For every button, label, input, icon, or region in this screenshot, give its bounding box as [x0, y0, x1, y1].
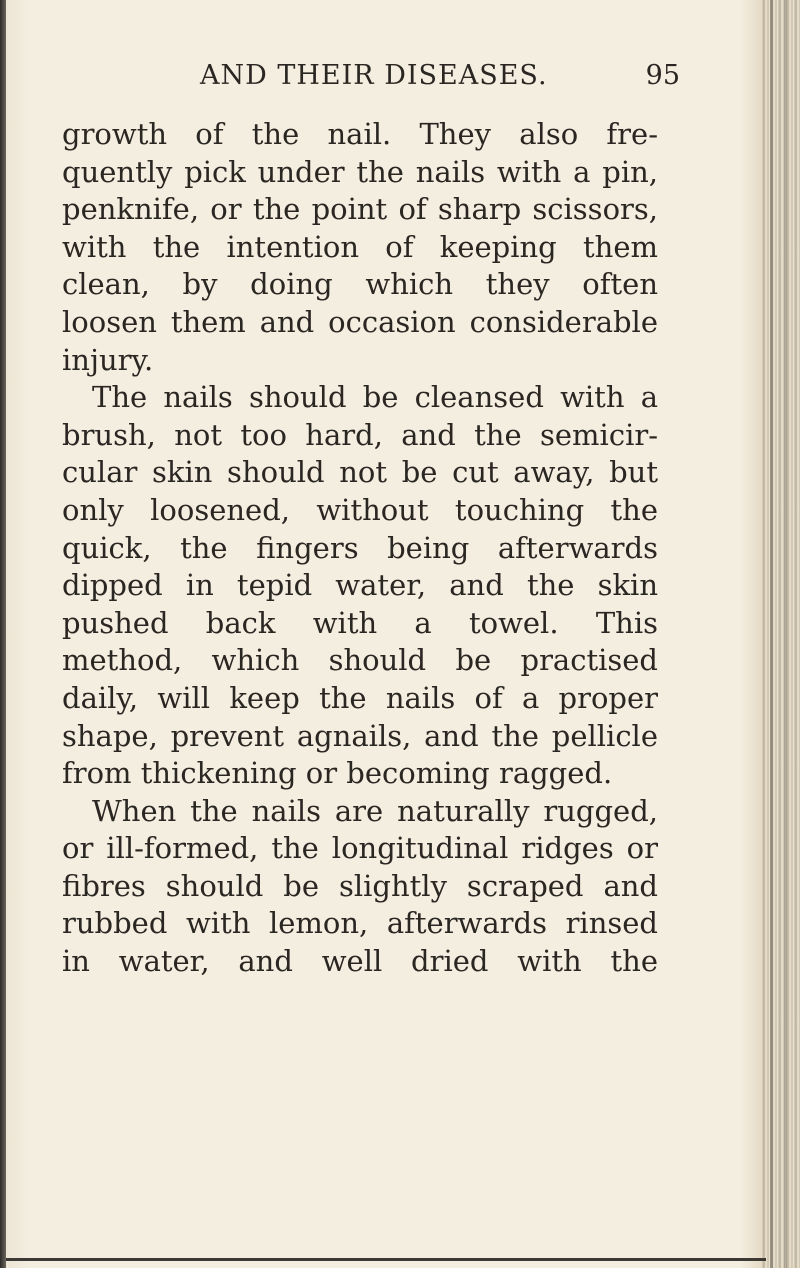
- text-line: loosen them and occasion considerable: [62, 304, 658, 339]
- paragraph: [62, 379, 658, 793]
- page-bottom-edge: [6, 1258, 766, 1261]
- text-line: rubbed with lemon, afterwards rinsed: [62, 906, 658, 941]
- text-line: or ill-formed, the longitudinal ridges or: [62, 831, 658, 866]
- text-line: cular skin should not be cut away, but: [62, 455, 658, 490]
- body-text: [62, 116, 658, 981]
- page-number: 95: [645, 60, 680, 91]
- text-line: clean, by doing which they often: [62, 267, 658, 302]
- paragraph: [62, 793, 658, 981]
- book-gutter: [762, 0, 800, 1268]
- text-line: from thickening or becoming ragged.: [62, 756, 613, 791]
- text-line: The nails should be cleansed with a: [92, 380, 658, 415]
- text-line: quently pick under the nails with a pin,: [62, 154, 658, 189]
- text-line: in water, and well dried with the: [62, 944, 658, 979]
- text-line: dipped in tepid water, and the skin: [62, 568, 658, 603]
- text-line: injury.: [62, 342, 154, 377]
- text-line: fibres should be slightly scraped and: [62, 868, 658, 903]
- text-line: When the nails are naturally rugged,: [92, 793, 658, 828]
- page-left-edge: [0, 0, 6, 1268]
- gutter-shadow: [770, 0, 773, 1268]
- text-line: shape, prevent agnails, and the pellicle: [62, 718, 658, 753]
- gutter-shadow: [784, 0, 787, 1268]
- text-line: only loosened, without touching the: [62, 492, 658, 527]
- text-line: daily, will keep the nails of a proper: [62, 680, 658, 715]
- text-line: with the intention of keeping them: [62, 229, 658, 264]
- paragraph: [62, 116, 658, 379]
- page-header: [60, 60, 680, 96]
- text-line: penknife, or the point of sharp scissors,: [62, 192, 658, 227]
- running-head: AND THEIR DISEASES.: [200, 60, 548, 91]
- text-line: quick, the fingers being afterwards: [62, 530, 658, 565]
- text-line: pushed back with a towel. This: [62, 605, 658, 640]
- text-line: brush, not too hard, and the semicir-: [62, 417, 658, 452]
- text-line: growth of the nail. They also fre-: [62, 117, 658, 151]
- text-line: method, which should be practised: [62, 643, 658, 678]
